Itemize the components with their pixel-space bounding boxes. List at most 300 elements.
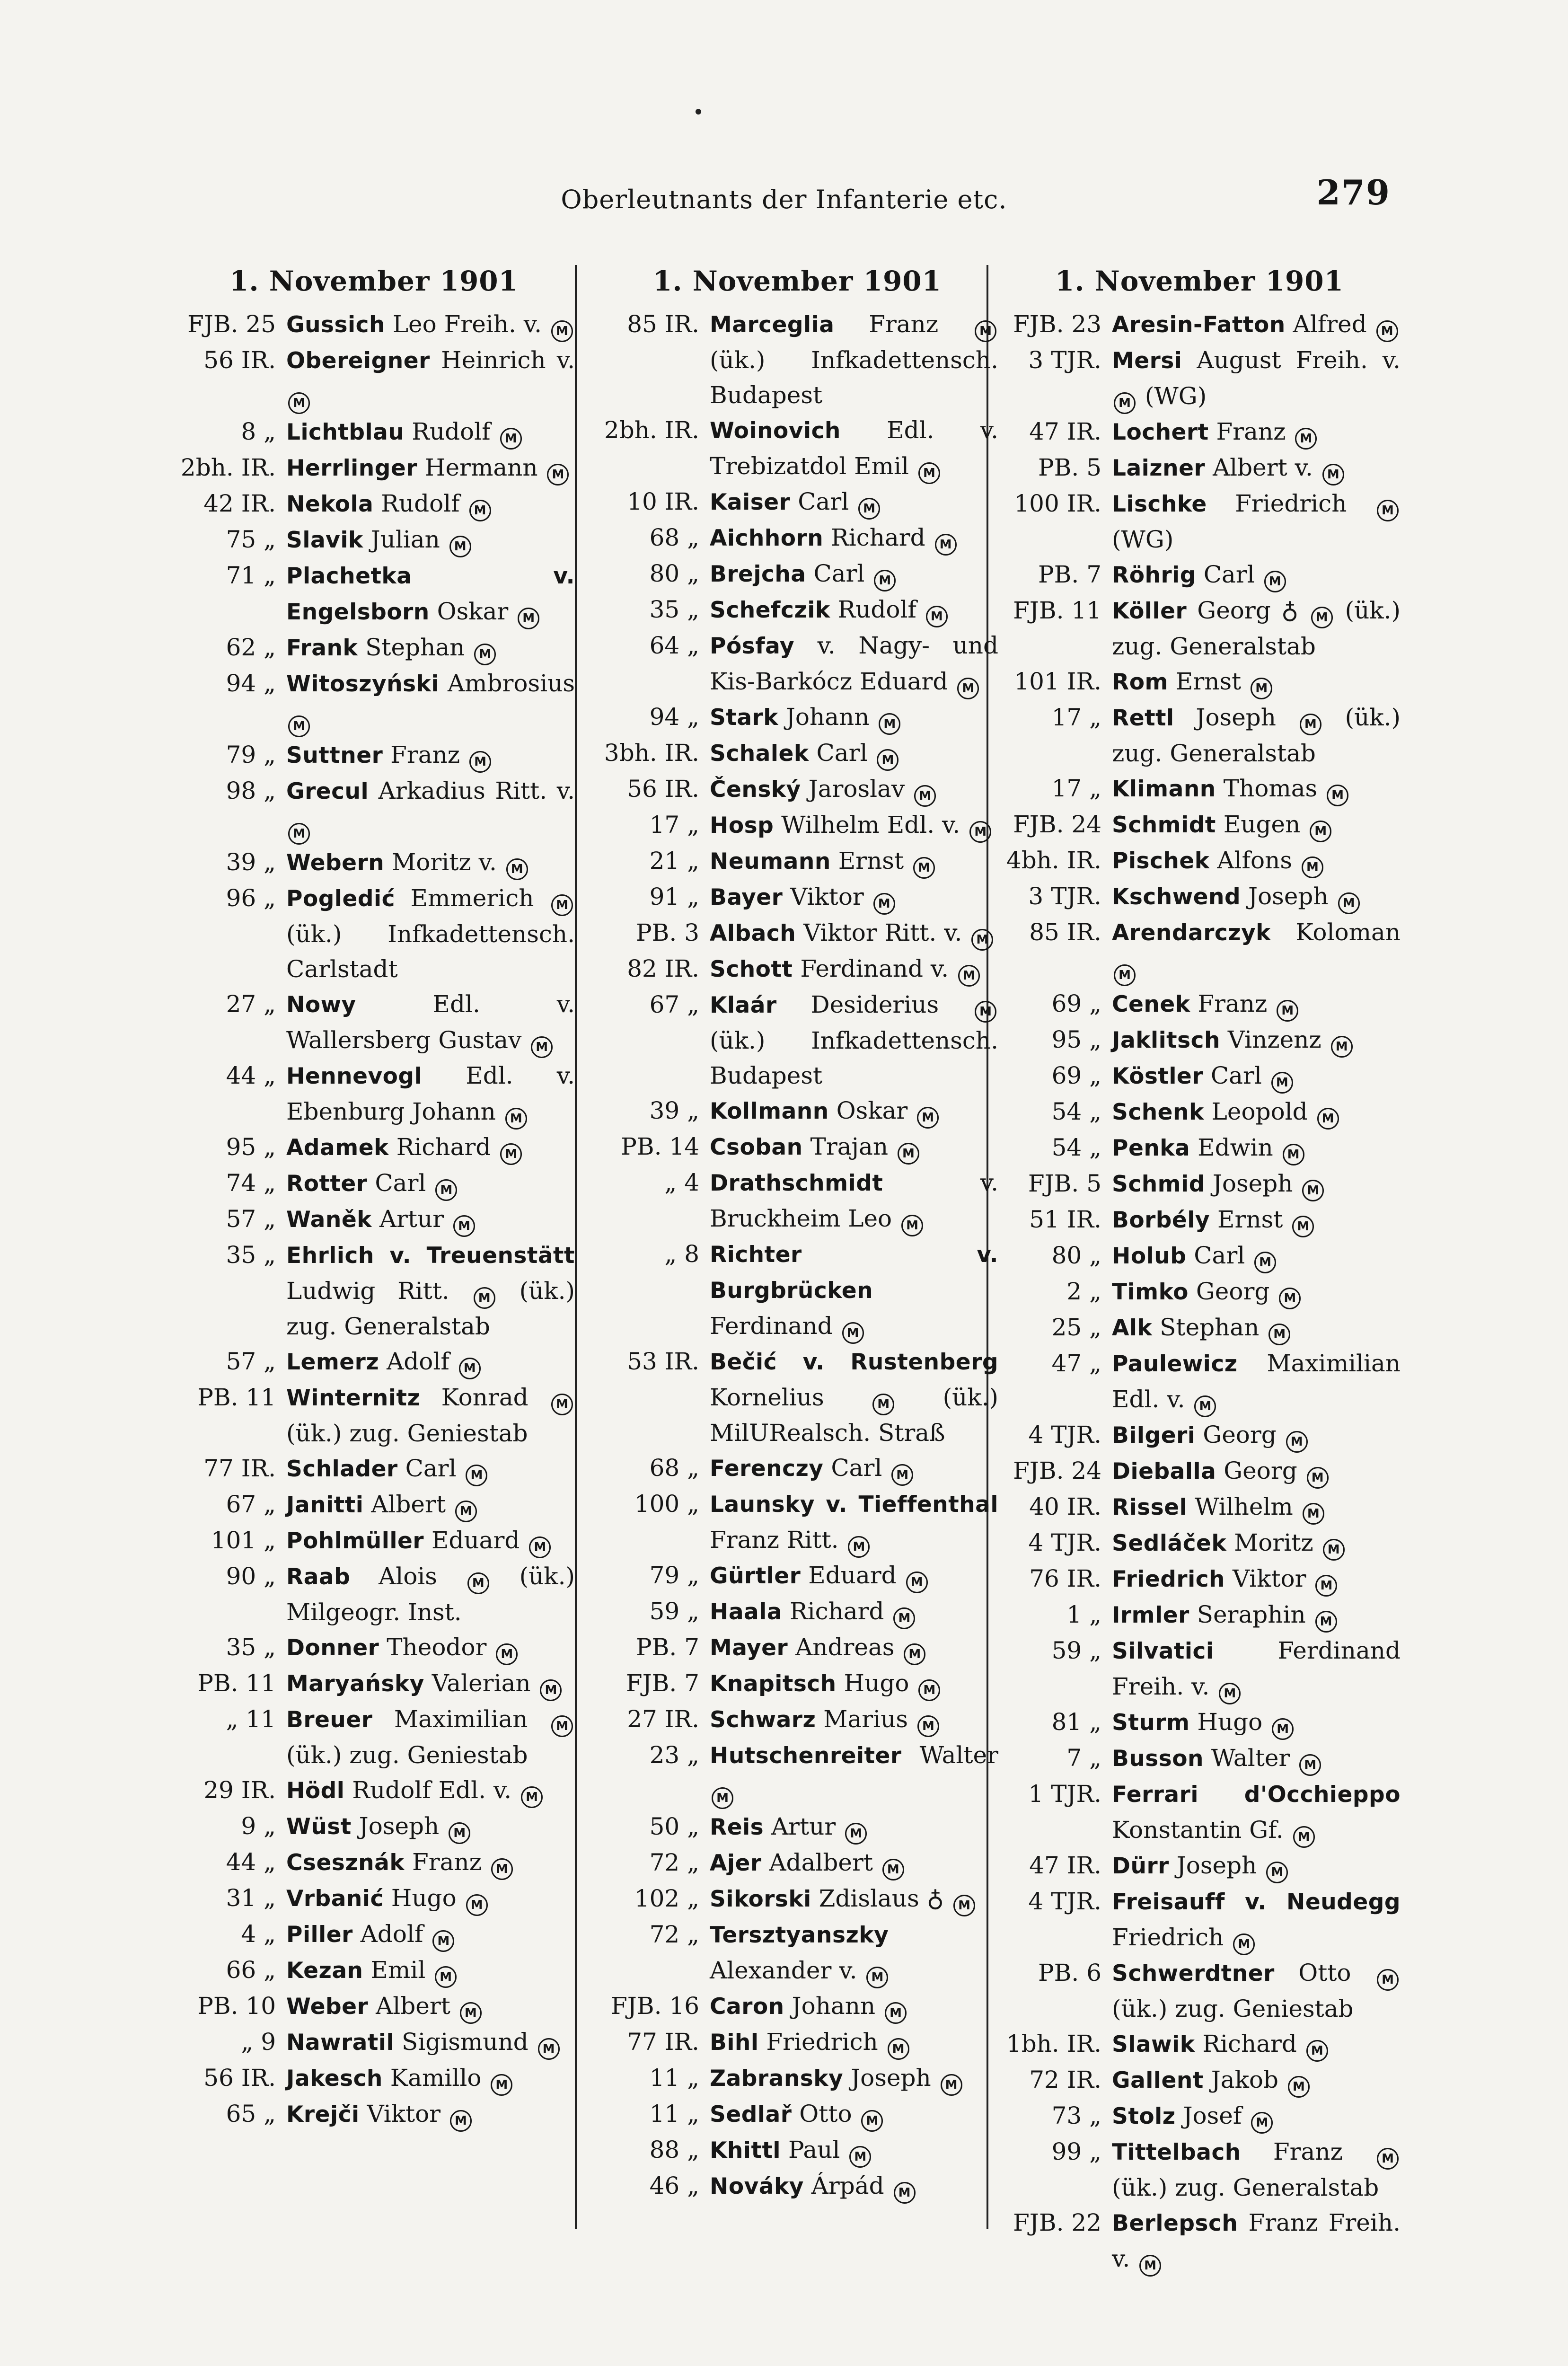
officer-surname: Dieballa <box>1112 1458 1216 1484</box>
entry-body <box>1112 450 1401 486</box>
entry-body <box>1112 1417 1401 1453</box>
officer-details: Eugen M <box>1224 811 1333 838</box>
officer-surname: Alk <box>1112 1315 1153 1341</box>
officer-details: Albert v. M <box>1213 454 1346 481</box>
merit-medal-icon: M <box>1303 1503 1324 1525</box>
officer-surname: Röhrig <box>1112 562 1196 588</box>
merit-medal-icon: M <box>1315 1611 1337 1633</box>
entry-body <box>286 1809 575 1845</box>
unit-ref: 4bh. IR. <box>1006 847 1101 874</box>
unit-ref: 67 „ <box>226 1491 276 1518</box>
merit-medal-icon: M <box>1251 2112 1273 2134</box>
officer-surname: Cenek <box>1112 991 1190 1017</box>
list-item <box>998 2098 1401 2134</box>
list-item <box>173 1702 575 1773</box>
list-item <box>173 2096 575 2132</box>
unit-ref: 56 IR. <box>627 775 699 803</box>
unit-ref: 101 „ <box>211 1527 276 1554</box>
list-item <box>173 486 575 522</box>
list-item <box>173 773 575 845</box>
unit-ref: 3 TJR. <box>1028 883 1101 910</box>
merit-medal-icon: M <box>1277 1000 1298 1022</box>
officer-details: Wilhelm M <box>1195 1493 1326 1520</box>
officer-details: Joseph M <box>1177 1852 1290 1879</box>
unit-ref: 42 IR. <box>203 490 276 517</box>
officer-details: Viktor Ritt. v. M <box>803 919 995 946</box>
officer-surname: Hutschenreiter <box>710 1743 902 1769</box>
officer-surname: Bayer <box>710 884 783 910</box>
unit-ref: 62 „ <box>226 634 276 661</box>
officer-surname: Bilgeri <box>1112 1422 1196 1448</box>
entry-body <box>1112 1130 1401 1166</box>
list-item <box>173 522 575 558</box>
unit-ref: 54 „ <box>1051 1098 1101 1125</box>
officer-details: Árpád M <box>811 2172 917 2199</box>
entry-body <box>286 1952 575 1988</box>
officer-details: Georg M <box>1196 1278 1303 1305</box>
merit-medal-icon: M <box>538 2038 560 2060</box>
officer-surname: Vrbanić <box>286 1886 384 1912</box>
entry-body <box>1112 2205 1401 2277</box>
officer-details: Arkadius Ritt. v. M <box>286 777 575 840</box>
merit-medal-icon: M <box>531 1036 553 1058</box>
officer-surname: Holub <box>1112 1243 1187 1269</box>
entry-body <box>710 951 998 987</box>
merit-medal-icon: M <box>288 823 310 845</box>
unit-ref: 85 IR. <box>627 310 699 338</box>
unit-ref: 72 „ <box>649 1849 699 1876</box>
entry-body <box>1112 1238 1401 1274</box>
columns <box>173 265 1401 2273</box>
list-item <box>998 986 1401 1022</box>
officer-surname: Busson <box>1112 1746 1204 1772</box>
list-item <box>173 558 575 630</box>
list-item <box>998 1166 1401 1202</box>
entry-body <box>1112 1633 1401 1704</box>
unit-ref: 2 „ <box>1066 1278 1101 1305</box>
officer-surname: Waněk <box>286 1207 372 1233</box>
unit-ref: 98 „ <box>226 777 276 804</box>
entry-body <box>1112 879 1401 915</box>
merit-medal-icon: M <box>953 1895 975 1916</box>
list-item <box>596 1594 998 1630</box>
entry-body <box>1112 700 1401 771</box>
officer-surname: Ferenczy <box>710 1456 824 1482</box>
column-3 <box>998 265 1401 2273</box>
unit-ref: 17 „ <box>1051 704 1101 731</box>
entry-body <box>710 1450 998 1486</box>
officer-details: Carl M <box>798 488 882 515</box>
unit-ref: FJB. 7 <box>625 1669 699 1697</box>
unit-ref: 94 „ <box>226 670 276 697</box>
merit-medal-icon: M <box>1139 2255 1161 2277</box>
list-item <box>596 1093 998 1129</box>
merit-medal-icon: M <box>500 428 522 450</box>
list-item <box>173 1988 575 2024</box>
list-item <box>596 1845 998 1881</box>
officer-details: v. Nagy- und Kis-Barkócz Eduard M <box>710 632 998 695</box>
merit-medal-icon: M <box>1295 428 1317 450</box>
officer-surname: Köstler <box>1112 1063 1203 1089</box>
officer-surname: Donner <box>286 1635 379 1661</box>
officer-surname: Paulewicz <box>1112 1351 1238 1377</box>
list-item <box>173 666 575 737</box>
unit-ref: 74 „ <box>226 1169 276 1197</box>
entry-body <box>286 1523 575 1559</box>
unit-ref: FJB. 16 <box>611 1992 699 2020</box>
merit-medal-icon: M <box>1322 464 1344 486</box>
merit-medal-icon: M <box>1194 1395 1216 1417</box>
entry-body <box>286 1201 575 1237</box>
entry-body <box>1112 2062 1401 2098</box>
officer-surname: Kaiser <box>710 489 791 515</box>
merit-medal-icon: M <box>1317 1108 1339 1130</box>
unit-ref: PB. 7 <box>1038 561 1101 588</box>
unit-ref: 2bh. IR. <box>604 416 699 444</box>
merit-medal-icon: M <box>935 534 957 556</box>
list-item <box>998 1884 1401 1955</box>
entry-body <box>286 666 575 737</box>
merit-medal-icon: M <box>1310 821 1331 842</box>
list-item <box>596 1988 998 2024</box>
list-item <box>596 879 998 915</box>
entry-body <box>710 592 998 628</box>
list-item <box>173 1451 575 1487</box>
list-item <box>173 2060 575 2096</box>
officer-surname: Klaár <box>710 992 777 1018</box>
merit-medal-icon: M <box>712 1787 733 1809</box>
merit-medal-icon: M <box>450 2110 472 2132</box>
unit-ref: 11 „ <box>649 2100 699 2128</box>
list-item <box>998 1310 1401 1346</box>
unit-ref: 95 „ <box>1051 1026 1101 1053</box>
officer-surname: Weber <box>286 1994 369 2020</box>
officer-details: Carl M <box>813 560 898 587</box>
officer-surname: Gürtler <box>710 1563 801 1589</box>
officer-surname: Frank <box>286 635 358 661</box>
officer-details: Wilhelm Edl. v. M <box>781 811 993 839</box>
merit-medal-icon: M <box>914 785 936 807</box>
unit-ref: 39 „ <box>226 848 276 876</box>
unit-ref: 67 „ <box>649 991 699 1018</box>
merit-medal-icon: M <box>551 320 573 342</box>
officer-surname: Nekola <box>286 491 374 517</box>
entry-body <box>286 1451 575 1487</box>
merit-medal-icon: M <box>505 1108 527 1130</box>
officer-details: Edwin M <box>1198 1134 1306 1161</box>
list-item <box>998 2205 1401 2277</box>
entry-body <box>1112 1848 1401 1884</box>
unit-ref: 80 „ <box>1051 1242 1101 1269</box>
list-item <box>998 879 1401 915</box>
merit-medal-icon: M <box>435 1179 457 1201</box>
officer-surname: Ehrlich v. Treuenstätt <box>286 1243 575 1269</box>
officer-surname: Witoszyński <box>286 671 439 697</box>
officer-details: Georg M <box>1224 1457 1330 1484</box>
merit-medal-icon: M <box>866 1967 888 1988</box>
entry-body <box>710 413 998 484</box>
entry-body <box>1112 343 1401 414</box>
entry-body <box>286 1559 575 1630</box>
entry-body <box>1112 915 1401 986</box>
entry-body <box>710 1165 998 1236</box>
officer-surname: Marceglia <box>710 312 835 338</box>
merit-medal-icon: M <box>901 1215 923 1236</box>
list-item <box>998 1633 1401 1704</box>
unit-ref: PB. 10 <box>197 1992 276 2020</box>
list-item <box>596 807 998 843</box>
entry-body <box>286 558 575 630</box>
entry-body <box>286 1344 575 1380</box>
merit-medal-icon: M <box>848 1536 870 1558</box>
unit-ref: 79 „ <box>649 1562 699 1589</box>
list-item <box>596 735 998 771</box>
entry-body <box>710 1881 998 1917</box>
officer-surname: Haala <box>710 1599 783 1625</box>
officer-details: Artur M <box>771 1813 869 1840</box>
officer-surname: Freisauff v. Neudegg <box>1112 1889 1401 1915</box>
list-item <box>998 1094 1401 1130</box>
unit-ref: 4 TJR. <box>1028 1529 1101 1556</box>
officer-surname: Janitti <box>286 1492 364 1518</box>
unit-ref: 72 „ <box>649 1921 699 1948</box>
officer-surname: Plachetka v. Engelsborn <box>286 563 575 625</box>
page-header <box>0 172 1568 227</box>
list-item <box>998 1776 1401 1848</box>
entry-body <box>710 1558 998 1594</box>
officer-details: Moritz v. M <box>392 848 530 876</box>
officer-surname: Kollmann <box>710 1098 829 1124</box>
officer-surname: Schmid <box>1112 1171 1205 1197</box>
list-item <box>998 1525 1401 1561</box>
merit-medal-icon: M <box>1302 1180 1324 1201</box>
officer-surname: Pischek <box>1112 848 1210 874</box>
officer-details: Adalbert M <box>769 1849 906 1876</box>
unit-ref: „ 9 <box>241 2028 276 2056</box>
officer-surname: Slawik <box>1112 2031 1195 2057</box>
unit-ref: 47 „ <box>1051 1350 1101 1377</box>
unit-ref: 1bh. IR. <box>1006 2030 1101 2057</box>
list-item <box>173 1523 575 1559</box>
entry-body <box>1112 807 1401 843</box>
officer-details: Rudolf M <box>381 490 493 517</box>
list-item <box>173 1165 575 1201</box>
entry-body <box>1112 2134 1401 2205</box>
merit-medal-icon: M <box>466 1465 487 1486</box>
list-item <box>596 520 998 556</box>
merit-medal-icon: M <box>474 1287 495 1309</box>
officer-surname: Ferrari d'Occhieppo <box>1112 1782 1401 1808</box>
unit-ref: 82 IR. <box>627 955 699 982</box>
entry-body <box>710 1809 998 1845</box>
officer-details: Viktor M <box>367 2100 474 2128</box>
unit-ref: 76 IR. <box>1029 1565 1101 1592</box>
merit-medal-icon: M <box>926 606 948 627</box>
merit-medal-icon: M <box>882 1859 904 1880</box>
list-item <box>173 1880 575 1916</box>
unit-ref: 73 „ <box>1051 2102 1101 2129</box>
merit-medal-icon: M <box>460 2002 482 2024</box>
list-item <box>998 1417 1401 1453</box>
entry-body <box>1112 307 1401 343</box>
list-item <box>998 1022 1401 1058</box>
unit-ref: 39 „ <box>649 1097 699 1124</box>
officer-surname: Schwarz <box>710 1707 816 1733</box>
officer-surname: Sedláček <box>1112 1530 1227 1556</box>
list-item <box>998 771 1401 807</box>
unit-ref: 4 TJR. <box>1028 1888 1101 1915</box>
officer-details: Ernst M <box>1176 668 1274 695</box>
officer-details: Carl M <box>831 1454 915 1482</box>
entry-body <box>286 1916 575 1952</box>
unit-ref: 66 „ <box>226 1956 276 1984</box>
list-item <box>173 1916 575 1952</box>
unit-ref: 44 „ <box>226 1848 276 1876</box>
officer-details: Theodor M <box>387 1633 520 1661</box>
officer-details: Franz Ritt. M <box>710 1526 872 1554</box>
officer-details: v. Bruckheim Leo M <box>710 1169 998 1232</box>
officer-surname: Drathschmidt <box>710 1170 883 1196</box>
merit-medal-icon: M <box>551 1394 573 1415</box>
merit-medal-icon: M <box>975 1001 996 1023</box>
entry-body <box>286 987 575 1058</box>
entry-body <box>710 879 998 915</box>
unit-ref: 54 „ <box>1051 1134 1101 1161</box>
merit-medal-icon: M <box>288 392 310 414</box>
list-item <box>596 915 998 951</box>
officer-details: Rudolf M <box>837 596 949 623</box>
officer-details: Georg M <box>1203 1421 1309 1448</box>
unit-ref: 57 „ <box>226 1348 276 1375</box>
unit-ref: 94 „ <box>649 703 699 731</box>
entry-body <box>286 1487 575 1523</box>
merit-medal-icon: M <box>1293 1826 1315 1848</box>
officer-details: Alfons M <box>1217 847 1325 874</box>
officer-surname: Lochert <box>1112 419 1209 445</box>
list-item <box>998 1740 1401 1776</box>
officer-surname: Pósfay <box>710 633 795 659</box>
list-item <box>173 1201 575 1237</box>
unit-ref: 81 „ <box>1051 1708 1101 1736</box>
officer-details: Edl. v. Wallersberg Gustav M <box>286 990 575 1054</box>
list-item <box>596 987 998 1093</box>
officer-details: Franz Freih. v. M <box>1112 2209 1401 2272</box>
merit-medal-icon: M <box>469 500 491 521</box>
merit-medal-icon: M <box>491 1858 513 1880</box>
entry-body <box>1112 1310 1401 1346</box>
list-item <box>173 2024 575 2060</box>
entry-body <box>286 1666 575 1702</box>
merit-medal-icon: M <box>467 1572 489 1594</box>
merit-medal-icon: M <box>455 1501 477 1522</box>
merit-medal-icon: M <box>918 1679 940 1701</box>
officer-details: Kornelius M (ük.) MilURealsch. Straß <box>710 1384 998 1447</box>
entry-body <box>286 2024 575 2060</box>
officer-surname: Silvatici <box>1112 1638 1214 1664</box>
list-item <box>173 1630 575 1666</box>
list-item <box>998 1058 1401 1094</box>
officer-details: Friedrich M (WG) <box>1112 490 1401 553</box>
officer-surname: Obereigner <box>286 348 430 374</box>
merit-medal-icon: M <box>975 320 996 342</box>
merit-medal-icon: M <box>1283 1144 1304 1165</box>
merit-medal-icon: M <box>957 678 979 699</box>
list-item <box>998 593 1401 664</box>
list-item <box>173 450 575 486</box>
officer-surname: Penka <box>1112 1135 1190 1161</box>
unit-ref: 17 „ <box>1051 775 1101 802</box>
merit-medal-icon: M <box>432 1930 454 1952</box>
officer-details: Hugo M <box>1197 1708 1295 1736</box>
entry-body <box>286 1380 575 1451</box>
list-item <box>173 414 575 450</box>
unit-ref: 47 IR. <box>1029 418 1101 445</box>
entry-body <box>710 807 998 843</box>
entry-body <box>1112 771 1401 807</box>
entry-body <box>286 2096 575 2132</box>
unit-ref: 29 IR. <box>203 1776 276 1804</box>
merit-medal-icon: M <box>506 858 528 880</box>
unit-ref: 68 „ <box>649 1454 699 1482</box>
unit-ref: 68 „ <box>649 524 699 551</box>
merit-medal-icon: M <box>874 570 896 592</box>
entry-body <box>286 1702 575 1773</box>
officer-details: Marius M <box>823 1705 941 1733</box>
merit-medal-icon: M <box>1219 1683 1241 1704</box>
merit-medal-icon: M <box>1272 1718 1294 1740</box>
unit-ref: 56 IR. <box>203 346 276 374</box>
merit-medal-icon: M <box>1271 1072 1293 1094</box>
unit-ref: PB. 14 <box>621 1133 699 1160</box>
entry-body <box>286 1237 575 1344</box>
list-item <box>998 1130 1401 1166</box>
merit-medal-icon: M <box>858 498 880 520</box>
officer-surname: Nawratil <box>286 2030 395 2056</box>
entry-body <box>1112 1022 1401 1058</box>
officer-details: Carl M <box>405 1455 490 1482</box>
officer-surname: Stark <box>710 705 778 731</box>
unit-ref: 27 IR. <box>627 1705 699 1733</box>
merit-medal-icon: M <box>1311 607 1333 628</box>
officer-details: Franz M <box>1216 418 1319 445</box>
entry-body <box>710 1917 998 1988</box>
officer-details: Joseph M <box>1213 1170 1326 1197</box>
officer-details: Otto M (ük.) zug. Geniestab <box>1112 1959 1401 2022</box>
entry-body <box>1112 986 1401 1022</box>
officer-surname: Zabransky <box>710 2066 844 2092</box>
officer-details: Seraphin M <box>1197 1601 1339 1628</box>
list-item <box>596 592 998 628</box>
unit-ref: 3bh. IR. <box>604 739 699 767</box>
merit-medal-icon: M <box>288 715 310 737</box>
unit-ref: 100 „ <box>634 1490 699 1518</box>
merit-medal-icon: M <box>1306 2040 1328 2062</box>
officer-details: Alexander v. M <box>710 1957 890 1984</box>
officer-details: Otto M <box>799 2100 885 2128</box>
officer-details: Konrad M (ük.) zug. Geniestab <box>286 1384 575 1447</box>
unit-ref: 53 IR. <box>627 1348 699 1375</box>
entry-body <box>286 343 575 414</box>
officer-details: Hermann M <box>425 454 571 481</box>
unit-ref: 9 „ <box>241 1812 276 1840</box>
entry-body <box>710 1666 998 1702</box>
officer-surname: Lichtblau <box>286 419 405 445</box>
officer-details: Jaroslav M <box>809 775 938 803</box>
entry-body <box>710 1594 998 1630</box>
officer-surname: Berlepsch <box>1112 2210 1238 2236</box>
list-item <box>173 1773 575 1809</box>
officer-details: Ludwig Ritt. M (ük.) zug. Generalstab <box>286 1277 575 1340</box>
